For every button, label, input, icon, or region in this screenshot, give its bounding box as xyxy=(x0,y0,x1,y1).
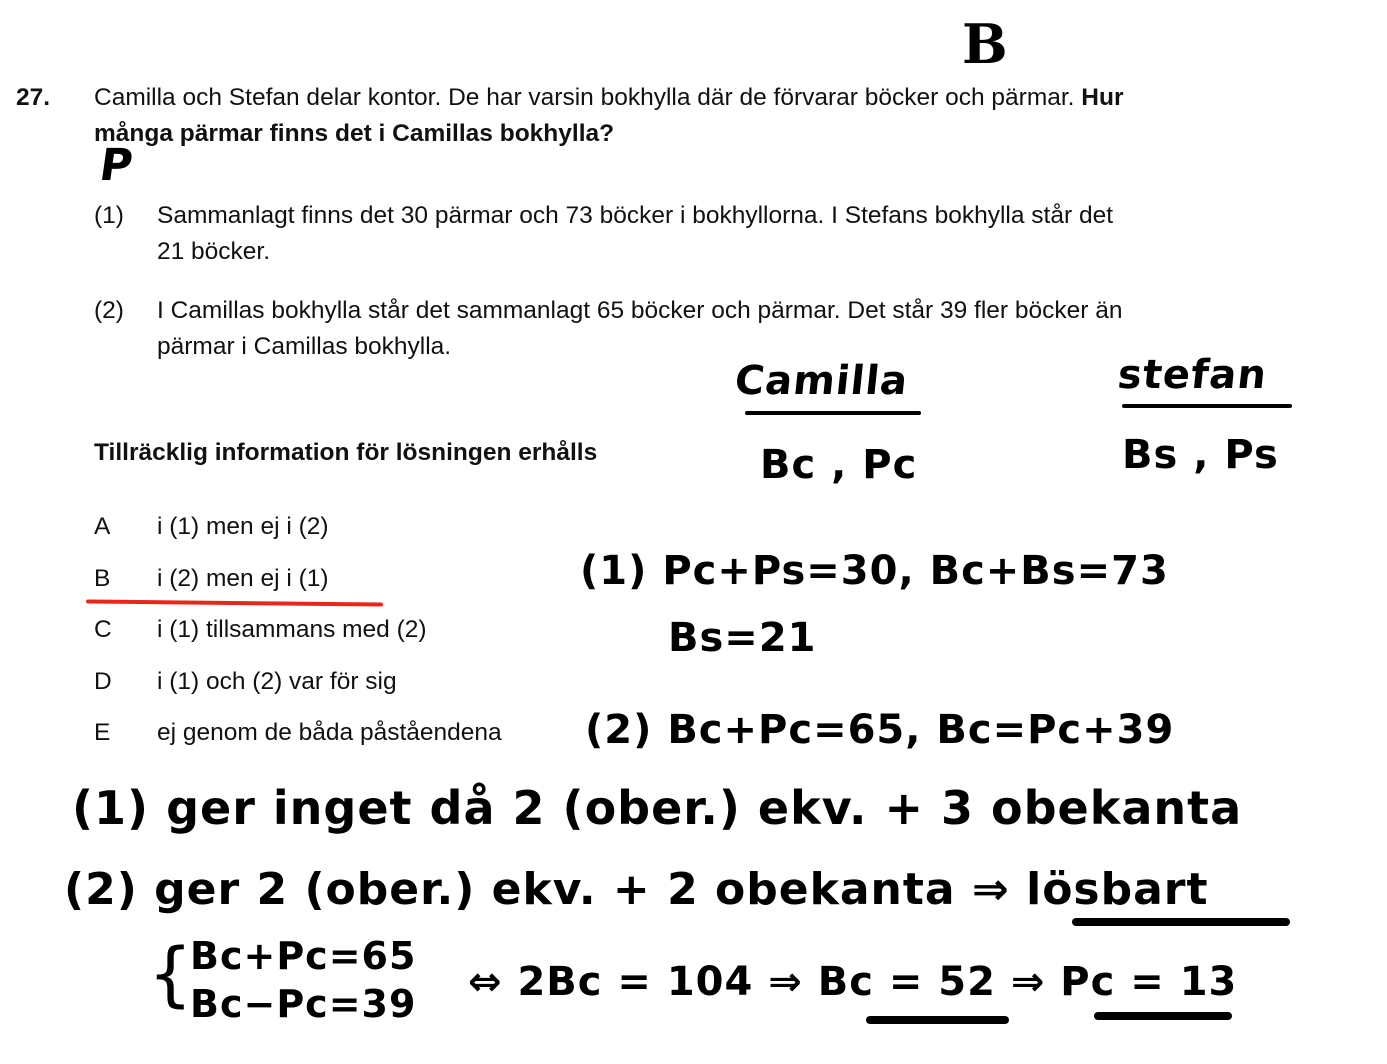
handwritten-eq1-b: Bs=21 xyxy=(668,615,817,661)
handwritten-line-1: (1) ger inget då 2 (ober.) ekv. + 3 obekanta xyxy=(72,781,1243,835)
sufficiency-heading: Tillräcklig information för lösningen erhålls xyxy=(94,439,598,466)
pc-result-underline xyxy=(1094,1012,1232,1020)
option-a-letter: A xyxy=(94,513,111,540)
option-c-text: i (1) tillsammans med (2) xyxy=(157,616,427,643)
statement-1-text: Sammanlagt finns det 30 pärmar och 73 böcker i bokhyllorna. I Stefans bokhylla står det 21 böcker. xyxy=(157,202,1114,265)
losbart-underline xyxy=(1072,918,1290,926)
handwritten-solution: ⇔ 2Bc = 104 ⇒ Bc = 52 ⇒ Pc = 13 xyxy=(468,959,1238,1005)
option-e-text: ej genom de båda påståendena xyxy=(157,719,502,746)
option-d-text: i (1) och (2) var för sig xyxy=(157,668,397,695)
handwritten-stefan-vars: Bs , Ps xyxy=(1122,432,1279,478)
camilla-underline xyxy=(745,411,921,415)
option-a-text: i (1) men ej i (2) xyxy=(157,513,329,540)
option-c-letter: C xyxy=(94,616,112,643)
option-e-letter: E xyxy=(94,719,111,746)
stefan-underline xyxy=(1122,404,1292,408)
handwritten-camilla-vars: Bc , Pc xyxy=(760,442,918,488)
problem-question: Hur många pärmar finns det i Camillas bokhylla? xyxy=(94,84,1124,147)
option-d-letter: D xyxy=(94,668,112,695)
problem-stem xyxy=(94,80,1134,152)
handwritten-eq1-a: (1) Pc+Ps=30, Bc+Bs=73 xyxy=(580,548,1169,594)
problem-intro: Camilla och Stefan delar kontor. De har varsin bokhylla där de förvarar böcker och pärmar. xyxy=(94,84,1075,111)
statement-1-num: (1) xyxy=(94,202,124,229)
handwritten-line-2: (2) ger 2 (ober.) ekv. + 2 obekanta ⇒ lösbart xyxy=(64,864,1209,915)
handwritten-system-eq-a: Bc+Pc=65 xyxy=(190,934,417,978)
handwritten-camilla: Camilla xyxy=(732,358,911,404)
bc-result-underline xyxy=(866,1016,1009,1024)
handwritten-eq2: (2) Bc+Pc=65, Bc=Pc+39 xyxy=(585,707,1175,753)
option-b-red-underline xyxy=(86,599,383,606)
statement-2-text: I Camillas bokhylla står det sammanlagt 65 böcker och pärmar. Det står 39 fler böcker än pärmar i Camillas bokhylla. xyxy=(157,297,1123,360)
handwritten-stefan: stefan xyxy=(1115,352,1270,398)
problem-number: 27. xyxy=(16,84,51,111)
option-b-letter: B xyxy=(94,565,111,592)
system-brace: { xyxy=(148,933,194,1015)
option-b-text: i (2) men ej i (1) xyxy=(157,565,329,592)
handwritten-p: P xyxy=(96,140,137,191)
handwritten-answer: B xyxy=(962,12,1009,76)
handwritten-system-eq-b: Bc−Pc=39 xyxy=(190,982,417,1026)
statement-2-num: (2) xyxy=(94,297,124,324)
